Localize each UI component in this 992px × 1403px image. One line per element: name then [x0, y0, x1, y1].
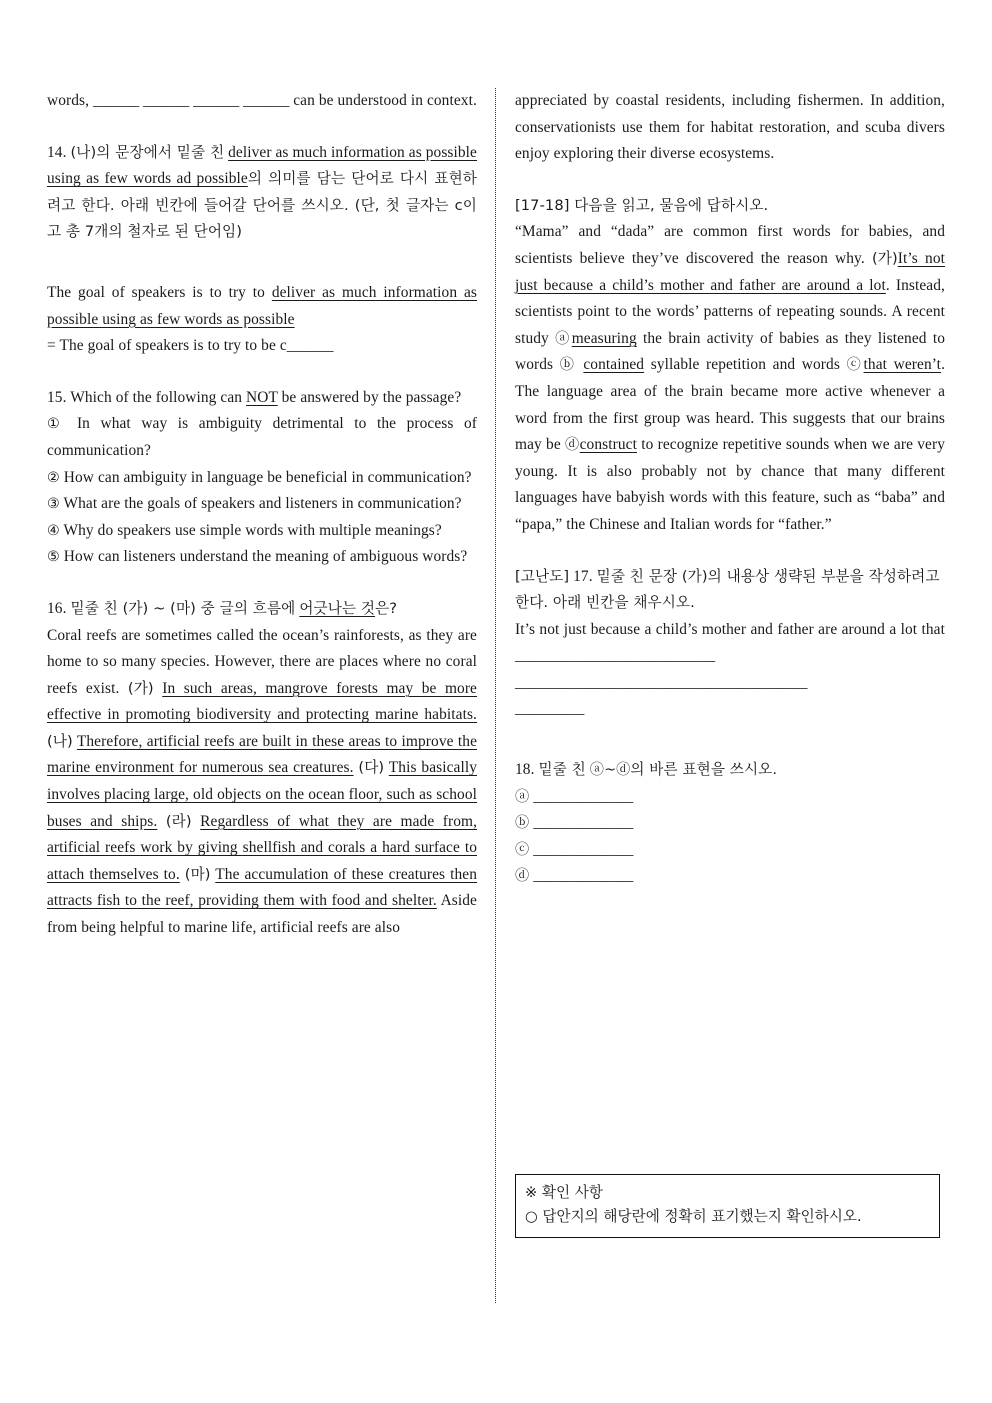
q18-answer-row-b[interactable] [515, 810, 945, 837]
column-divider [495, 88, 496, 1303]
q18-answer-row-a[interactable] [515, 784, 945, 811]
q14-answer-line [47, 333, 477, 360]
q16-label-da: (다) [358, 759, 385, 777]
q18-number: 18. [515, 761, 535, 779]
q17-difficulty-tag: [고난도] [515, 567, 570, 585]
s1718-p2a: . Instead, scientists point to the words’ patterns of repeating sounds. A recent study [515, 276, 945, 347]
q15-choice-5-marker: ⑤ [47, 549, 60, 566]
q16-number: 16. [47, 599, 67, 617]
q17-number: 17. [573, 567, 593, 585]
set-17-18-header-text: [17-18] 다음을 읽고, 물음에 답하시오. [515, 196, 769, 214]
s1718-p2b: the brain activity of babies as they listened to words [515, 329, 945, 374]
q17-blank-3: _________ [515, 700, 585, 718]
question-15-stem [47, 385, 477, 412]
right-column [515, 88, 945, 890]
s1718-d-underlined: construct [579, 436, 637, 454]
q18-stem-korean-before: 밑줄 친 [538, 761, 586, 779]
q17-blank-row-2[interactable] [515, 670, 945, 697]
q16-label-ra: (라) [165, 812, 192, 830]
marker-b-icon: ⓑ [559, 357, 577, 374]
q15-choice-2-marker: ② [47, 469, 60, 486]
q18-marker-b-icon: ⓑ [515, 815, 530, 832]
marker-c-icon: ⓒ [846, 357, 864, 374]
q14-given-sentence [47, 280, 477, 333]
q18-marker-c-icon: ⓒ [515, 841, 530, 858]
q15-choice-5-text: How can listeners understand the meaning of ambiguous words? [63, 548, 468, 566]
set-17-18-header [515, 193, 945, 220]
q18-stem-korean-after: 의 바른 표현을 쓰시오. [630, 761, 778, 779]
q17-answer-prefix: It’s not just because a child’s mother and father are around a lot that [515, 620, 945, 638]
q16-segment-ma: The accumulation of these creatures then attracts fish to the reef, providing them with food and shelter. [47, 865, 477, 910]
q16-segment-na: Therefore, artificial reefs are built in these areas to improve the marine environment for numerous sea creatures. [47, 732, 478, 777]
question-16-stem [47, 596, 477, 623]
q16-label-na: (나) [47, 732, 73, 750]
q16-segment-da: This basically involves placing large, old objects on the ocean floor, such as school buses and ships. [47, 759, 477, 830]
q15-choice-1[interactable] [47, 411, 477, 464]
s1718-p2c: syllable repetition and words [650, 356, 840, 374]
q14-number: 14. [47, 143, 67, 161]
s1718-a-underlined: measuring [571, 329, 637, 347]
carryover-paragraph [47, 88, 477, 115]
q17-answer-area[interactable] [515, 617, 945, 670]
q16-stem-korean-before: 밑줄 친 (가) ~ (마) 중 글의 흐름에 [70, 599, 296, 617]
q15-choice-1-marker: ① [47, 416, 67, 433]
carryover-blanks: ______ ______ ______ ______ [93, 92, 290, 109]
q16-stem-korean-underlined: 어긋나는 것 [299, 599, 376, 617]
s1718-p2d: . The language area of the brain became more active whenever a word from the first group was heard. This suggests that our brains may be [515, 356, 946, 454]
question-14-stem [47, 140, 477, 246]
passage-continuation: appreciated by coastal residents, including fishermen. In addition, conservationists use them for habitat restoration, and scuba divers enjoy exploring their diverse ecosystems. [515, 92, 945, 163]
q15-choice-5[interactable] [47, 544, 477, 571]
q18-blank-d: _____________ [533, 867, 634, 885]
s1718-label-ga: (가) [871, 249, 898, 267]
s1718-ga-underlined: It’s not just because a child’s mother and father are around a lot [515, 249, 945, 294]
q14-stem-korean-2: 의 의미를 담는 단어로 다시 표현하려고 한다. 아래 빈칸에 들어갈 단어를 쓰시오. (단, 첫 글자는 c이고 총 7개의 철자로 된 단어임) [47, 170, 478, 241]
q15-stem-after: be answered by the passage? [281, 388, 462, 406]
q16-passage [47, 623, 477, 942]
q15-choice-3-text: What are the goals of speakers and listeners in communication? [63, 495, 462, 513]
confirmation-title: ※ 확인 사항 [525, 1184, 603, 1201]
q18-answer-row-c[interactable] [515, 837, 945, 864]
q18-blank-c: _____________ [533, 840, 634, 858]
s1718-p1: “Mama” and “dada” are common first words for babies, and scientists believe they’ve discovered the reason why. [515, 223, 945, 267]
q16-segment-ga: In such areas, mangrove forests may be more effective in promoting biodiversity and protecting marine habitats. [47, 679, 477, 724]
q17-blank-1: __________________________ [515, 647, 716, 665]
q15-choice-1-text: In what way is ambiguity detrimental to the process of communication? [47, 415, 478, 459]
q17-blank-2: ______________________________________ [515, 673, 808, 691]
q14-given-prefix: The goal of speakers is to try to [47, 283, 265, 301]
q16-passage-intro: Coral reefs are sometimes called the ocean’s rainforests, as they are home to so many species. However, there are places where no coral reefs exist. [47, 626, 477, 697]
confirmation-item: ○ 답안지의 해당란에 정확히 표기했는지 확인하시오. [525, 1208, 862, 1225]
marker-a-icon: ⓐ [555, 330, 572, 347]
q16-stem-korean-after: 은? [375, 599, 398, 617]
marker-d-icon: ⓓ [565, 437, 580, 454]
q18-stem-markers: ⓐ~ⓓ [589, 762, 631, 779]
left-column [47, 88, 477, 942]
q15-choice-4[interactable] [47, 518, 477, 545]
q16-label-ma: (마) [184, 865, 211, 883]
q18-marker-d-icon: ⓓ [515, 868, 530, 885]
q16-segment-ra: Regardless of what they are made from, artificial reefs work by giving shellfish and corals a hard surface to attach themselves to. [47, 812, 478, 883]
q17-stem-korean: 밑줄 친 문장 (가)의 내용상 생략된 부분을 작성하려고 한다. 아래 빈칸을 채우시오. [515, 567, 940, 612]
q18-blank-a: _____________ [533, 787, 634, 805]
q14-equals-sign: = [47, 337, 56, 355]
s1718-c-underlined: that weren’t [863, 356, 942, 374]
carryover-suffix: can be understood in context. [293, 92, 477, 109]
q14-underlined-phrase: deliver as much information as possible using as few words ad possible [47, 143, 477, 188]
s1718-p2e: to recognize repetitive sounds when we are very young. It is also probably not by chance that many different languages have babyish words with this feature, such as “baba” and “papa,” the Chinese and Italian words for “father.” [515, 436, 945, 533]
q14-stem-korean-1: (나)의 문장에서 밑줄 친 [70, 143, 225, 161]
carryover-prefix: words, [47, 92, 90, 109]
q18-blank-b: _____________ [533, 814, 634, 832]
q15-choice-2-text: How can ambiguity in language be beneficial in communication? [63, 468, 472, 486]
q15-choice-4-text: Why do speakers use simple words with multiple meanings? [63, 521, 442, 539]
confirmation-box [515, 1174, 940, 1238]
q15-number: 15. [47, 388, 67, 406]
question-17-stem [515, 564, 945, 617]
q15-stem-emphasis: NOT [246, 388, 278, 406]
q18-answer-row-d[interactable] [515, 863, 945, 890]
q14-answer-text[interactable]: The goal of speakers is to try to be c______ [59, 337, 334, 355]
set-17-18-passage [515, 219, 945, 538]
q18-marker-a-icon: ⓐ [515, 788, 530, 805]
q15-choice-2[interactable] [47, 465, 477, 492]
question-18-stem [515, 757, 945, 784]
q16-passage-tail: Aside from being helpful to marine life, artificial reefs are also [47, 892, 477, 937]
q15-stem-before: Which of the following can [70, 388, 243, 406]
q14-given-underlined: deliver as much information as possible using as few words as possible [47, 283, 477, 328]
q15-choice-4-marker: ④ [47, 522, 60, 539]
q16-label-ga: (가) [127, 679, 154, 697]
q17-blank-row-3[interactable] [515, 696, 945, 723]
s1718-b-underlined: contained [583, 356, 645, 374]
q15-choice-3-marker: ③ [47, 496, 60, 513]
q15-choice-3[interactable] [47, 491, 477, 518]
